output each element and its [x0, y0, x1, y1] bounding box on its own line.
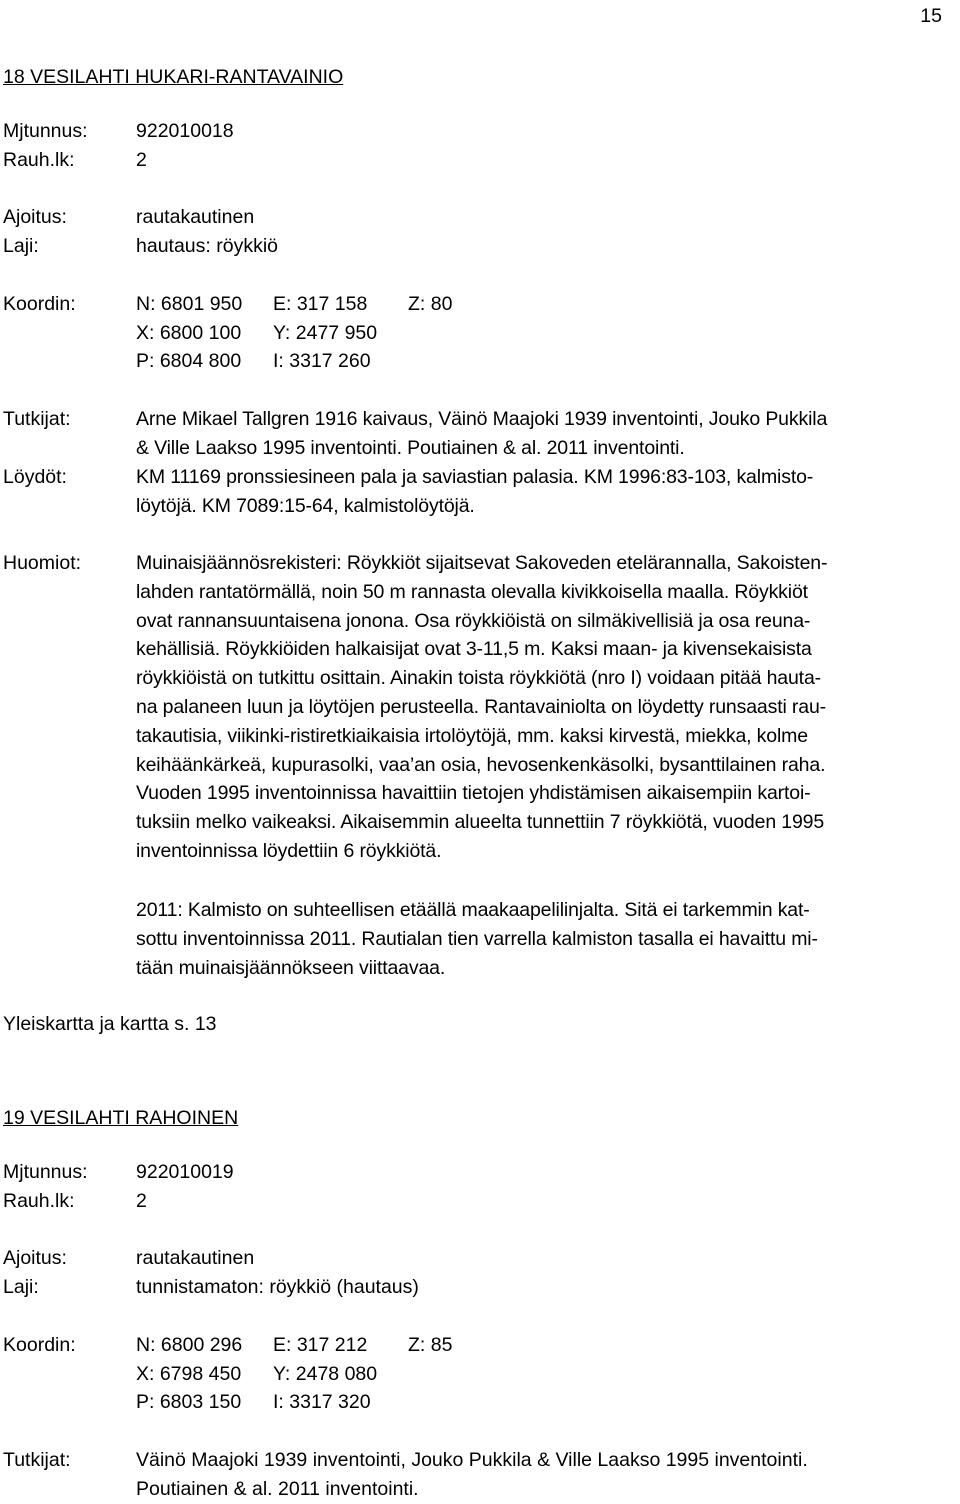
huomiot-line: takautisia, viikinki-ristiretkiaikaisia irtolöytöjä, mm. kaksi kirvestä, miekka, kolme: [136, 724, 808, 747]
koordin-label: Koordin:: [3, 293, 76, 315]
laji-value: hautaus: röykkiö: [136, 235, 278, 257]
coords-line-3: [136, 1388, 371, 1417]
huomiot-line: kehällisiä. Röykkiöiden halkaisijat ovat 3-11,5 m. Kaksi maan- ja kivensekaisista: [136, 638, 812, 661]
section-title: 18 VESILAHTI HUKARI-RANTAVAINIO: [3, 66, 344, 88]
coords-line-2: [136, 319, 377, 348]
loydot-line: löytöjä. KM 7089:15-64, kalmistolöytöjä.: [136, 494, 475, 517]
tutkijat-line: & Ville Laakso 1995 inventointi. Poutiainen & al. 2011 inventointi.: [136, 436, 685, 459]
huomiot-line: röykkiöistä on tutkittu osittain. Ainakin toista röykkiötä (nro I) voidaan pitää hauta-: [136, 667, 821, 690]
coords-line-2: [136, 1360, 377, 1389]
huomiot-label: Huomiot:: [3, 552, 82, 574]
tutkijat-text: [136, 1446, 951, 1504]
coord-n: N: 6800 296: [136, 1334, 243, 1356]
tutkijat-label: Tutkijat:: [3, 1449, 71, 1471]
laji-label: Laji:: [3, 235, 39, 257]
huomiot-2011-line: 2011: Kalmisto on suhteellisen etäällä maakaapelilinjalta. Sitä ei tarkemmin kat-: [136, 899, 810, 921]
coords-line-3: [136, 347, 371, 376]
huomiot-line: lahden rantatörmällä, noin 50 m rannasta olevalla kivikkoisella maalla. Röykkiöt: [136, 580, 808, 603]
huomiot-line: Muinaisjäännösrekisteri: Röykkiöt sijaitsevat Sakoveden etelärannalla, Sakoisten-: [136, 552, 828, 574]
huomiot-2011-line: tään muinaisjäännökseen viittaavaa.: [136, 956, 446, 979]
huomiot-line: ovat rannansuuntaisena jonona. Osa röykkiöistä on silmäkivellisiä ja osa reuna-: [136, 609, 811, 632]
coord-p: P: 6803 150: [136, 1391, 242, 1413]
coords-line-1: [136, 290, 452, 319]
rauhlk-label: Rauh.lk:: [3, 1190, 75, 1212]
huomiot-line: Vuoden 1995 inventoinnissa havaittiin tietojen yhdistämisen aikaisempiin kartoi-: [136, 782, 811, 805]
ajoitus-label: Ajoitus:: [3, 206, 67, 228]
rauhlk-label: Rauh.lk:: [3, 149, 75, 171]
mjtunnus-value: 922010019: [136, 1161, 234, 1183]
mjtunnus-label: Mjtunnus:: [3, 1161, 88, 1183]
ajoitus-label: Ajoitus:: [3, 1247, 67, 1269]
loydot-text: [136, 463, 951, 521]
huomiot-2011-line: sottu inventoinnissa 2011. Rautialan tien varrella kalmiston tasalla ei havaittu mi-: [136, 927, 818, 950]
coord-x: X: 6798 450: [136, 1363, 242, 1385]
tutkijat-line: Poutiainen & al. 2011 inventointi.: [136, 1477, 419, 1500]
ajoitus-value: rautakautinen: [136, 206, 255, 228]
loydot-line: KM 11169 pronssiesineen pala ja saviastian palasia. KM 1996:83-103, kalmisto-: [136, 466, 814, 488]
page-number: 15: [920, 5, 942, 27]
huomiot-2011-text: [136, 896, 951, 982]
coord-e: E: 317 212: [273, 1334, 368, 1356]
coord-p: P: 6804 800: [136, 350, 242, 372]
loydot-label: Löydöt:: [3, 466, 67, 488]
huomiot-text: [136, 549, 951, 866]
laji-value: tunnistamaton: röykkiö (hautaus): [136, 1276, 419, 1298]
tutkijat-line: Arne Mikael Tallgren 1916 kaivaus, Väinö Maajoki 1939 inventointi, Jouko Pukkila: [136, 408, 828, 430]
tutkijat-text: [136, 405, 951, 463]
mjtunnus-label: Mjtunnus:: [3, 120, 88, 142]
coord-n: N: 6801 950: [136, 293, 243, 315]
ajoitus-value: rautakautinen: [136, 1247, 255, 1269]
huomiot-line: inventoinnissa löydettiin 6 röykkiötä.: [136, 839, 442, 862]
tutkijat-line: Väinö Maajoki 1939 inventointi, Jouko Pukkila & Ville Laakso 1995 inventointi.: [136, 1449, 808, 1471]
coord-i: I: 3317 260: [273, 350, 371, 372]
section-title: 19 VESILAHTI RAHOINEN: [3, 1107, 239, 1129]
mjtunnus-value: 922010018: [136, 120, 234, 142]
coord-y: Y: 2478 080: [273, 1363, 378, 1385]
coord-x: X: 6800 100: [136, 322, 242, 344]
coord-e: E: 317 158: [273, 293, 368, 315]
rauhlk-value: 2: [136, 1190, 147, 1212]
koordin-label: Koordin:: [3, 1334, 76, 1356]
huomiot-line: keihäänkärkeä, kupurasolki, vaa’an osia, hevosenkenkäsolki, bysanttilainen raha.: [136, 753, 826, 776]
coord-z: Z: 85: [408, 1334, 453, 1356]
rauhlk-value: 2: [136, 149, 147, 171]
huomiot-line: na palaneen luun ja löytöjen perusteella. Rantavainiolta on löydetty runsaasti rau-: [136, 695, 827, 718]
coord-z: Z: 80: [408, 293, 453, 315]
tutkijat-label: Tutkijat:: [3, 408, 71, 430]
map-reference-text: Yleiskartta ja kartta s. 13: [3, 1013, 217, 1035]
laji-label: Laji:: [3, 1276, 39, 1298]
coord-i: I: 3317 320: [273, 1391, 371, 1413]
coords-line-1: [136, 1331, 452, 1360]
huomiot-line: tuksiin melko vaikeaksi. Aikaisemmin alueelta tunnettiin 7 röykkiötä, vuoden 1995: [136, 811, 825, 834]
coord-y: Y: 2477 950: [273, 322, 378, 344]
